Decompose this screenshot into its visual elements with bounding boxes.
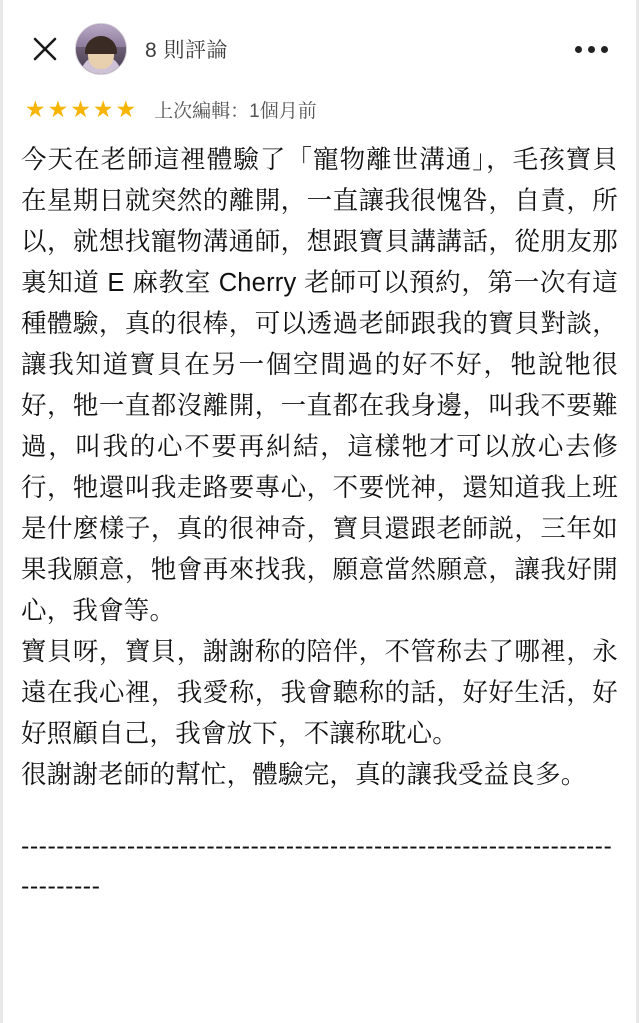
more-options-icon[interactable] xyxy=(568,29,614,69)
review-divider-text: ---------------------------------------------------------------------------- xyxy=(21,832,613,900)
last-edited-label: 上次編輯：1個月前 xyxy=(154,100,317,122)
review-paragraph: 寶貝呀，寶貝，謝謝称的陪伴，不管称去了哪裡，永遠在我心裡，我愛称，我會聽称的話，好好生活，好好照顧自己，我會放下，不讓称耽心。 xyxy=(21,638,618,748)
star-icon: ★ xyxy=(70,95,92,122)
star-icon: ★ xyxy=(92,95,115,122)
star-icon: ★ xyxy=(47,95,70,122)
close-icon[interactable] xyxy=(25,29,65,69)
star-icon: ★ xyxy=(115,95,138,122)
header-bar xyxy=(3,0,636,88)
review-paragraph: 今天在老師這裡體驗了「寵物離世溝通」，毛孩寶貝在星期日就突然的離開，一直讓我很愧咎，自責，所以，就想找寵物溝通師，想跟寶貝講講話，從朋友那裏知道 E 麻教室 Cherry 老師可以預約，第一次有這種體驗，真的很棒，可以透過老師跟我的寶貝對談，讓我知道寶貝在另一個空間過的好不好，牠說牠很好，牠一直都沒離開，一直都在我身邊，叫我不要難過，叫我的心不要再糾結，這樣牠才可以放心去修行，牠還叫我走路要專心，不要恍神，還知道我上班是什麼樣子，真的很神奇，寶貝還跟老師説，三年如果我願意，牠會再來找我，願意當然願意，讓我好開心，我會等。 xyxy=(21,146,618,625)
rating-meta-row xyxy=(3,88,636,130)
star-icon: ★ xyxy=(25,95,47,122)
more-dot xyxy=(601,46,608,53)
review-count-label: 8 則評論 xyxy=(145,39,229,62)
star-rating xyxy=(25,95,138,122)
more-dot xyxy=(575,46,582,53)
review-paragraph: 很謝謝老師的幫忙，體驗完，真的讓我受益良多。 xyxy=(21,761,587,789)
review-body xyxy=(3,130,636,796)
more-dot xyxy=(588,46,595,53)
avatar[interactable] xyxy=(75,23,127,75)
